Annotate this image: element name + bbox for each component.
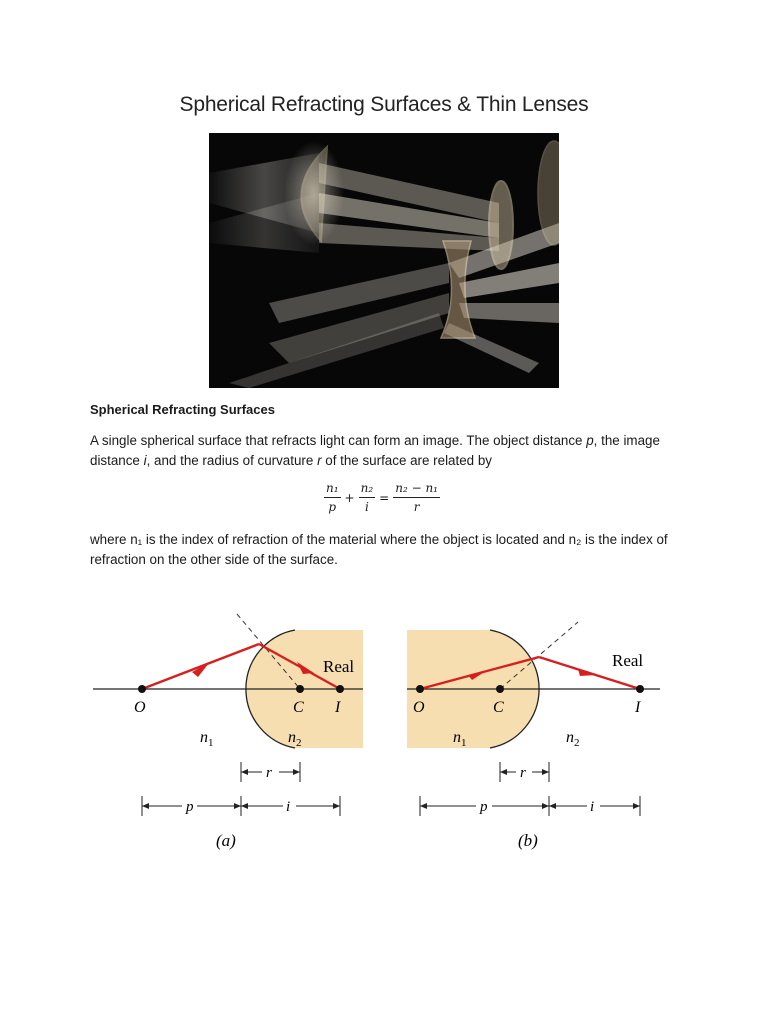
var-r: r xyxy=(317,453,322,468)
dimension-arrowhead xyxy=(234,803,241,809)
label-C: C xyxy=(493,699,504,716)
denominator: i xyxy=(364,500,369,514)
refraction-diagrams xyxy=(0,600,768,860)
label-p: p xyxy=(186,799,194,815)
label-n1: $n_1$ xyxy=(453,729,467,749)
real-label: Real xyxy=(323,657,355,676)
dimension-arrowhead xyxy=(500,769,507,775)
dimension-arrowhead xyxy=(420,803,427,809)
equals-sign: = xyxy=(379,491,390,505)
center-point xyxy=(496,685,504,693)
incident-ray xyxy=(142,644,259,689)
para-text: A single spherical surface that refracts light can form an image. The object distance xyxy=(90,433,587,448)
label-p: p xyxy=(480,799,488,815)
label-i: i xyxy=(286,799,291,815)
dimension-arrowhead xyxy=(142,803,149,809)
label-C: C xyxy=(293,699,304,716)
numerator: n₁ xyxy=(324,481,341,498)
dimension-arrowhead xyxy=(293,769,300,775)
denominator: p xyxy=(328,500,337,514)
lens-photo xyxy=(209,133,559,388)
para-text: , and the radius of curvature xyxy=(146,453,318,468)
object-point xyxy=(416,685,424,693)
fraction-rhs xyxy=(393,481,440,515)
image-point xyxy=(336,685,344,693)
dimension-arrowhead xyxy=(241,803,248,809)
fraction-n1-over-p xyxy=(324,481,341,515)
object-point xyxy=(138,685,146,693)
page-title: Spherical Refracting Surfaces & Thin Lenses xyxy=(179,93,589,116)
label-O: O xyxy=(413,699,425,716)
diagram-b xyxy=(407,622,660,850)
dimension-arrowhead xyxy=(542,803,549,809)
dimension-arrowhead xyxy=(333,803,340,809)
section-heading: Spherical Refracting Surfaces xyxy=(90,402,275,417)
label-n2: $n_2$ xyxy=(566,729,580,749)
numerator: n₂ xyxy=(359,481,376,498)
para-text: , the image distance xyxy=(90,433,660,468)
label-r: r xyxy=(520,765,526,781)
index-explanation-paragraph: where n₁ is the index of refraction of the material where the object is located and n₂ is the index of refraction on the other side of the surface. xyxy=(90,532,668,567)
label-r: r xyxy=(266,765,272,781)
image-point xyxy=(636,685,644,693)
dimension-arrowhead xyxy=(549,803,556,809)
center-point xyxy=(296,685,304,693)
numerator: n₂ − n₁ xyxy=(393,481,440,498)
real-label: Real xyxy=(612,651,644,670)
label-I: I xyxy=(335,699,341,716)
fraction-n2-over-i xyxy=(359,481,376,515)
refraction-equation xyxy=(322,478,442,518)
dimension-arrowhead xyxy=(241,769,248,775)
dimension-arrowhead xyxy=(542,769,549,775)
caption-b: (b) xyxy=(518,831,538,850)
intro-paragraph xyxy=(90,431,690,471)
refraction-figure xyxy=(0,600,768,865)
denominator: r xyxy=(413,500,420,514)
plus-sign: + xyxy=(344,491,355,505)
var-p: p xyxy=(586,433,594,448)
label-n2: $n_2$ xyxy=(288,729,302,749)
dimension-arrowhead xyxy=(633,803,640,809)
label-I: I xyxy=(635,699,641,716)
lens-photo-illustration xyxy=(209,133,559,388)
var-i: i xyxy=(143,453,147,468)
label-O: O xyxy=(134,699,146,716)
label-i: i xyxy=(590,799,595,815)
diagram-a xyxy=(93,614,363,850)
caption-a: (a) xyxy=(216,831,236,850)
ray-arrowhead xyxy=(578,669,596,676)
para-text: of the surface are related by xyxy=(321,453,492,468)
label-n1: $n_1$ xyxy=(200,729,214,749)
